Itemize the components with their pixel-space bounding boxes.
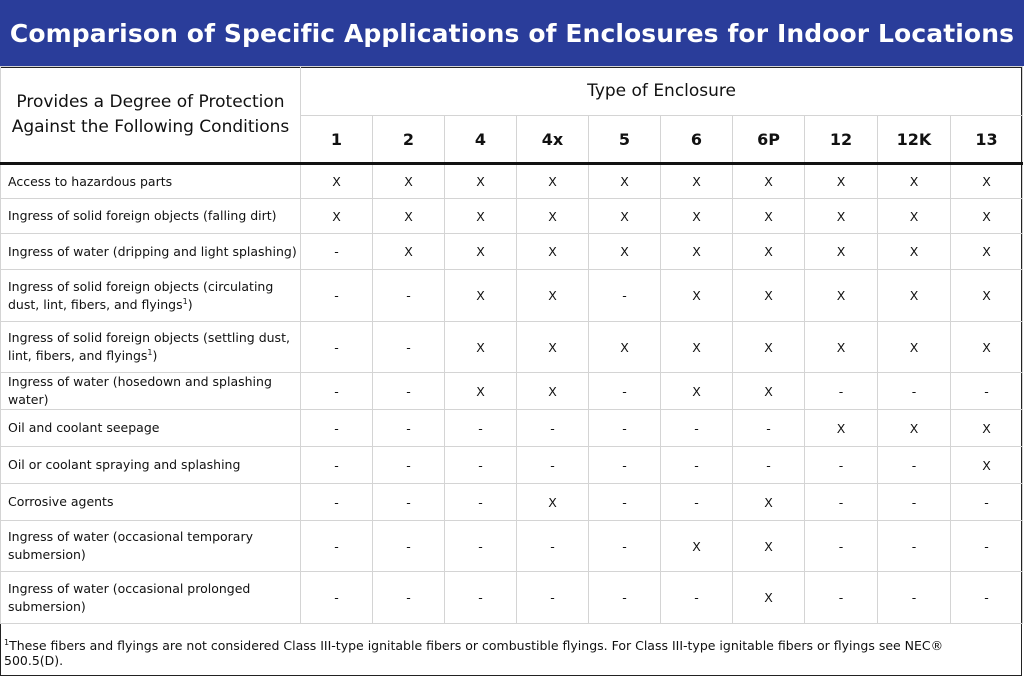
protection-value-cell: -: [301, 234, 373, 270]
enclosure-type-header: 6: [661, 116, 733, 164]
protection-value-cell: -: [589, 373, 661, 410]
condition-cell: [1, 410, 301, 447]
protection-value-cell: -: [373, 322, 445, 373]
footnote: [4, 638, 1004, 668]
protection-value-cell: X: [661, 234, 733, 270]
protection-value-cell: -: [517, 410, 589, 447]
protection-value-cell: X: [951, 270, 1023, 322]
condition-text: Ingress of solid foreign objects (falling dirt): [8, 208, 277, 223]
protection-value-cell: -: [373, 484, 445, 521]
protection-value-cell: -: [878, 373, 951, 410]
table-row: [1, 322, 1023, 373]
table-row: [1, 373, 1023, 410]
protection-value-cell: X: [517, 484, 589, 521]
table-row: [1, 447, 1023, 484]
protection-value-cell: X: [805, 270, 878, 322]
enclosure-type-header: 1: [301, 116, 373, 164]
protection-value-cell: X: [661, 199, 733, 234]
footnote-reference: 1: [147, 347, 153, 357]
protection-value-cell: X: [589, 234, 661, 270]
protection-value-cell: -: [445, 447, 517, 484]
condition-cell: [1, 484, 301, 521]
table-row: [1, 270, 1023, 322]
protection-value-cell: -: [301, 484, 373, 521]
protection-value-cell: X: [878, 410, 951, 447]
protection-value-cell: -: [373, 410, 445, 447]
condition-text: Access to hazardous parts: [8, 173, 173, 189]
protection-value-cell: X: [878, 199, 951, 234]
protection-value-cell: -: [733, 447, 805, 484]
protection-value-cell: X: [373, 234, 445, 270]
protection-value-cell: X: [733, 199, 805, 234]
protection-value-cell: X: [733, 484, 805, 521]
protection-value-cell: X: [805, 164, 878, 199]
protection-value-cell: X: [445, 322, 517, 373]
condition-text: Ingress of water (occasional prolonged submersion): [8, 580, 251, 614]
condition-cell: [1, 322, 301, 373]
protection-value-cell: X: [951, 410, 1023, 447]
footnote-marker: 1: [4, 637, 10, 647]
protection-value-cell: -: [589, 521, 661, 572]
protection-value-cell: X: [517, 373, 589, 410]
protection-value-cell: -: [951, 521, 1023, 572]
protection-value-cell: X: [878, 270, 951, 322]
condition-cell: [1, 447, 301, 484]
condition-text: Corrosive agents: [8, 494, 114, 509]
condition-cell: [1, 373, 301, 410]
protection-value-cell: -: [805, 373, 878, 410]
protection-value-cell: X: [661, 322, 733, 373]
protection-value-cell: -: [301, 447, 373, 484]
protection-value-cell: -: [951, 572, 1023, 624]
protection-value-cell: -: [301, 572, 373, 624]
protection-value-cell: X: [517, 270, 589, 322]
protection-value-cell: X: [951, 199, 1023, 234]
protection-value-cell: X: [951, 447, 1023, 484]
type-of-enclosure-header: Type of Enclosure: [301, 67, 1023, 116]
condition-text: Ingress of solid foreign objects (settling dust, lint, fibers, and flyings: [8, 330, 290, 363]
conditions-header: [1, 67, 301, 164]
protection-value-cell: -: [805, 447, 878, 484]
protection-value-cell: -: [951, 373, 1023, 410]
protection-value-cell: -: [517, 521, 589, 572]
protection-value-cell: X: [951, 164, 1023, 199]
protection-value-cell: X: [878, 322, 951, 373]
protection-value-cell: X: [517, 164, 589, 199]
protection-value-cell: -: [517, 572, 589, 624]
protection-value-cell: X: [661, 164, 733, 199]
conditions-header-line2: Against the Following Conditions: [11, 116, 290, 137]
condition-text: Ingress of water (occasional temporary submersion): [8, 529, 253, 562]
protection-value-cell: -: [373, 447, 445, 484]
protection-value-cell: X: [445, 270, 517, 322]
protection-value-cell: X: [301, 199, 373, 234]
protection-value-cell: -: [373, 572, 445, 624]
table-row: [1, 572, 1023, 624]
protection-value-cell: -: [445, 484, 517, 521]
protection-value-cell: X: [589, 322, 661, 373]
protection-value-cell: X: [878, 164, 951, 199]
protection-value-cell: X: [517, 199, 589, 234]
protection-value-cell: X: [805, 322, 878, 373]
protection-value-cell: -: [373, 521, 445, 572]
condition-text: Oil or coolant spraying and splashing: [8, 457, 241, 472]
protection-value-cell: -: [733, 410, 805, 447]
enclosure-type-header: 4: [445, 116, 517, 164]
footnote-text: These fibers and flyings are not considered Class III-type ignitable fibers or combustible flyings. For Class III-type ignitable fibers or flyings see NEC® 500.5(D).: [4, 638, 944, 668]
condition-cell: [1, 270, 301, 322]
page-title: Comparison of Specific Applications of Enclosures for Indoor Locations: [0, 0, 1024, 66]
protection-value-cell: X: [661, 373, 733, 410]
protection-value-cell: X: [301, 164, 373, 199]
protection-value-cell: -: [589, 572, 661, 624]
protection-value-cell: -: [878, 447, 951, 484]
enclosure-type-header: 4x: [517, 116, 589, 164]
protection-value-cell: -: [445, 410, 517, 447]
protection-value-cell: -: [805, 484, 878, 521]
protection-value-cell: -: [517, 447, 589, 484]
condition-cell: [1, 521, 301, 572]
protection-value-cell: -: [951, 484, 1023, 521]
protection-value-cell: -: [301, 270, 373, 322]
protection-value-cell: -: [445, 572, 517, 624]
condition-cell: [1, 234, 301, 270]
protection-value-cell: X: [373, 164, 445, 199]
protection-value-cell: X: [445, 234, 517, 270]
protection-value-cell: -: [589, 484, 661, 521]
condition-suffix: ): [187, 296, 193, 312]
condition-suffix: ): [152, 348, 158, 363]
enclosure-comparison-table: [0, 66, 1023, 624]
protection-value-cell: X: [733, 234, 805, 270]
table-row: [1, 484, 1023, 521]
protection-value-cell: -: [878, 521, 951, 572]
protection-value-cell: X: [589, 199, 661, 234]
condition-text: Ingress of solid foreign objects (circulating dust, lint, fibers, and flyings: [8, 278, 274, 312]
protection-value-cell: X: [589, 164, 661, 199]
protection-value-cell: -: [373, 270, 445, 322]
enclosure-type-header: 6P: [733, 116, 805, 164]
table-body: [1, 164, 1023, 624]
protection-value-cell: X: [445, 164, 517, 199]
protection-value-cell: X: [805, 199, 878, 234]
protection-value-cell: X: [951, 322, 1023, 373]
protection-value-cell: X: [445, 373, 517, 410]
protection-value-cell: -: [301, 322, 373, 373]
condition-text: Ingress of water (hosedown and splashing water): [8, 374, 272, 407]
protection-value-cell: -: [661, 447, 733, 484]
condition-text: Oil and coolant seepage: [8, 420, 160, 435]
table-row: [1, 521, 1023, 572]
protection-value-cell: -: [589, 447, 661, 484]
protection-value-cell: -: [805, 572, 878, 624]
table-row: [1, 234, 1023, 270]
protection-value-cell: -: [301, 410, 373, 447]
condition-cell: [1, 164, 301, 199]
conditions-header-line1: Provides a Degree of Protection: [16, 91, 285, 112]
protection-value-cell: -: [878, 484, 951, 521]
condition-cell: [1, 199, 301, 234]
protection-value-cell: X: [517, 322, 589, 373]
protection-value-cell: -: [589, 410, 661, 447]
protection-value-cell: -: [301, 521, 373, 572]
enclosure-type-header: 5: [589, 116, 661, 164]
footnote-reference: 1: [182, 296, 188, 306]
protection-value-cell: X: [878, 234, 951, 270]
protection-value-cell: X: [733, 322, 805, 373]
protection-value-cell: X: [517, 234, 589, 270]
protection-value-cell: X: [373, 199, 445, 234]
enclosure-type-header: 12K: [878, 116, 951, 164]
condition-cell: [1, 572, 301, 624]
enclosure-type-header: 2: [373, 116, 445, 164]
protection-value-cell: X: [661, 270, 733, 322]
table-row: [1, 199, 1023, 234]
protection-value-cell: -: [661, 572, 733, 624]
protection-value-cell: X: [733, 373, 805, 410]
protection-value-cell: X: [733, 270, 805, 322]
protection-value-cell: -: [301, 373, 373, 410]
protection-value-cell: -: [589, 270, 661, 322]
protection-value-cell: -: [661, 484, 733, 521]
protection-value-cell: X: [733, 521, 805, 572]
protection-value-cell: X: [733, 164, 805, 199]
condition-text: Ingress of water (dripping and light splashing): [8, 243, 297, 259]
protection-value-cell: X: [805, 234, 878, 270]
protection-value-cell: -: [445, 521, 517, 572]
protection-value-cell: -: [878, 572, 951, 624]
protection-value-cell: X: [445, 199, 517, 234]
protection-value-cell: X: [951, 234, 1023, 270]
protection-value-cell: X: [805, 410, 878, 447]
table-row: [1, 410, 1023, 447]
protection-value-cell: -: [805, 521, 878, 572]
protection-value-cell: -: [373, 373, 445, 410]
protection-value-cell: X: [733, 572, 805, 624]
protection-value-cell: -: [661, 410, 733, 447]
enclosure-type-header: 13: [951, 116, 1023, 164]
enclosure-type-header: 12: [805, 116, 878, 164]
protection-value-cell: X: [661, 521, 733, 572]
table-row: [1, 164, 1023, 199]
